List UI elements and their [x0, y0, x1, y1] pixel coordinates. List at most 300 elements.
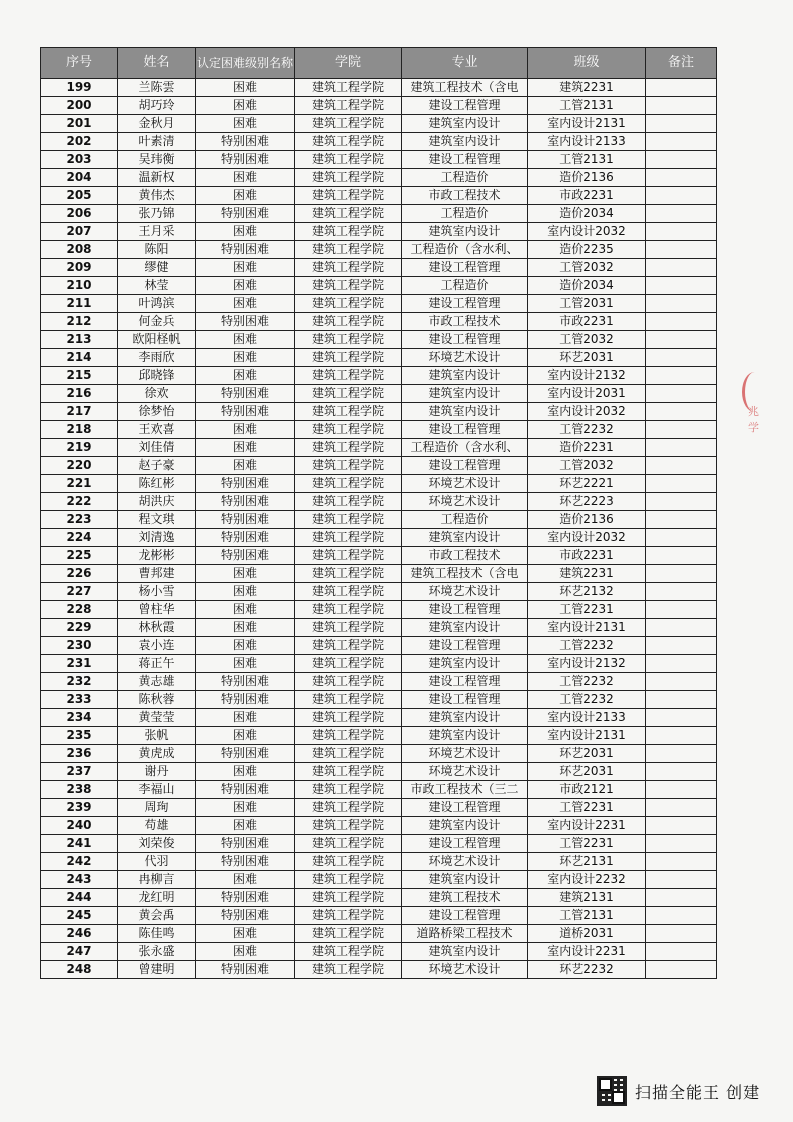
cell-class: 室内设计2131 — [528, 619, 646, 637]
cell-major: 建筑室内设计 — [402, 727, 528, 745]
cell-major: 建筑室内设计 — [402, 817, 528, 835]
table-row — [41, 403, 717, 421]
cell-remark — [646, 835, 717, 853]
cell-name: 徐梦怡 — [118, 403, 196, 421]
cell-college: 建筑工程学院 — [295, 151, 402, 169]
cell-remark — [646, 511, 717, 529]
cell-major: 市政工程技术 — [402, 313, 528, 331]
cell-seq: 241 — [41, 835, 118, 853]
cell-major: 建筑室内设计 — [402, 871, 528, 889]
cell-name: 何金兵 — [118, 313, 196, 331]
cell-remark — [646, 403, 717, 421]
cell-name: 吴玮衡 — [118, 151, 196, 169]
cell-major: 市政工程技术 — [402, 547, 528, 565]
cell-seq: 238 — [41, 781, 118, 799]
cell-major: 建设工程管理 — [402, 835, 528, 853]
table-row — [41, 961, 717, 979]
cell-level: 特别困难 — [196, 151, 295, 169]
cell-college: 建筑工程学院 — [295, 745, 402, 763]
cell-college: 建筑工程学院 — [295, 475, 402, 493]
cell-name: 蒋正午 — [118, 655, 196, 673]
cell-level: 特别困难 — [196, 547, 295, 565]
cell-remark — [646, 529, 717, 547]
cell-college: 建筑工程学院 — [295, 187, 402, 205]
cell-level: 困难 — [196, 259, 295, 277]
cell-name: 胡洪庆 — [118, 493, 196, 511]
cell-major: 建设工程管理 — [402, 295, 528, 313]
cell-class: 室内设计2133 — [528, 133, 646, 151]
cell-seq: 199 — [41, 79, 118, 97]
cell-seq: 242 — [41, 853, 118, 871]
table-row — [41, 205, 717, 223]
header-remark: 备注 — [646, 48, 717, 79]
cell-major: 市政工程技术（三二 — [402, 781, 528, 799]
cell-level: 困难 — [196, 169, 295, 187]
table-row — [41, 259, 717, 277]
cell-level: 特别困难 — [196, 313, 295, 331]
cell-level: 困难 — [196, 439, 295, 457]
cell-major: 建设工程管理 — [402, 331, 528, 349]
cell-remark — [646, 691, 717, 709]
header-seq: 序号 — [41, 48, 118, 79]
cell-seq: 223 — [41, 511, 118, 529]
cell-major: 环境艺术设计 — [402, 853, 528, 871]
cell-major: 建设工程管理 — [402, 151, 528, 169]
cell-class: 造价2231 — [528, 439, 646, 457]
cell-major: 工程造价 — [402, 511, 528, 529]
cell-name: 陈佳鸣 — [118, 925, 196, 943]
table-row — [41, 547, 717, 565]
cell-college: 建筑工程学院 — [295, 835, 402, 853]
cell-name: 周珣 — [118, 799, 196, 817]
cell-name: 黄虎成 — [118, 745, 196, 763]
cell-name: 张帆 — [118, 727, 196, 745]
cell-level: 困难 — [196, 421, 295, 439]
table-row — [41, 727, 717, 745]
cell-remark — [646, 565, 717, 583]
document-sheet — [40, 47, 716, 979]
cell-major: 环境艺术设计 — [402, 763, 528, 781]
cell-college: 建筑工程学院 — [295, 457, 402, 475]
cell-name: 欧阳柽帆 — [118, 331, 196, 349]
cell-seq: 214 — [41, 349, 118, 367]
cell-college: 建筑工程学院 — [295, 331, 402, 349]
cell-seq: 231 — [41, 655, 118, 673]
cell-remark — [646, 421, 717, 439]
cell-class: 室内设计2133 — [528, 709, 646, 727]
cell-seq: 217 — [41, 403, 118, 421]
cell-level: 特别困难 — [196, 529, 295, 547]
table-row — [41, 943, 717, 961]
table-body — [41, 79, 717, 979]
cell-seq: 230 — [41, 637, 118, 655]
header-major: 专业 — [402, 48, 528, 79]
cell-seq: 220 — [41, 457, 118, 475]
cell-class: 室内设计2032 — [528, 403, 646, 421]
cell-level: 困难 — [196, 115, 295, 133]
cell-college: 建筑工程学院 — [295, 277, 402, 295]
header-name: 姓名 — [118, 48, 196, 79]
cell-name: 林莹 — [118, 277, 196, 295]
cell-college: 建筑工程学院 — [295, 871, 402, 889]
cell-remark — [646, 727, 717, 745]
cell-seq: 235 — [41, 727, 118, 745]
cell-remark — [646, 457, 717, 475]
cell-level: 困难 — [196, 277, 295, 295]
cell-name: 徐欢 — [118, 385, 196, 403]
cell-remark — [646, 601, 717, 619]
cell-seq: 224 — [41, 529, 118, 547]
table-row — [41, 421, 717, 439]
cell-class: 工管2232 — [528, 637, 646, 655]
cell-name: 曾建明 — [118, 961, 196, 979]
cell-name: 曾柱华 — [118, 601, 196, 619]
table-row — [41, 745, 717, 763]
cell-seq: 207 — [41, 223, 118, 241]
table-row — [41, 151, 717, 169]
cell-level: 困难 — [196, 97, 295, 115]
cell-class: 室内设计2131 — [528, 115, 646, 133]
cell-remark — [646, 493, 717, 511]
cell-level: 困难 — [196, 601, 295, 619]
cell-level: 特别困难 — [196, 745, 295, 763]
cell-name: 刘荣俊 — [118, 835, 196, 853]
table-row — [41, 871, 717, 889]
cell-level: 特别困难 — [196, 907, 295, 925]
table-row — [41, 889, 717, 907]
cell-college: 建筑工程学院 — [295, 511, 402, 529]
cell-seq: 248 — [41, 961, 118, 979]
cell-college: 建筑工程学院 — [295, 943, 402, 961]
cell-remark — [646, 277, 717, 295]
cell-college: 建筑工程学院 — [295, 133, 402, 151]
cell-class: 环艺2132 — [528, 583, 646, 601]
cell-remark — [646, 907, 717, 925]
cell-class: 工管2131 — [528, 907, 646, 925]
cell-college: 建筑工程学院 — [295, 349, 402, 367]
cell-level: 特别困难 — [196, 853, 295, 871]
cell-level: 特别困难 — [196, 133, 295, 151]
cell-seq: 203 — [41, 151, 118, 169]
cell-name: 张永盛 — [118, 943, 196, 961]
cell-name: 代羽 — [118, 853, 196, 871]
cell-seq: 208 — [41, 241, 118, 259]
cell-remark — [646, 241, 717, 259]
cell-remark — [646, 583, 717, 601]
cell-college: 建筑工程学院 — [295, 961, 402, 979]
cell-level: 困难 — [196, 367, 295, 385]
cell-major: 建筑室内设计 — [402, 619, 528, 637]
cell-name: 曹邦建 — [118, 565, 196, 583]
cell-major: 环境艺术设计 — [402, 349, 528, 367]
cell-major: 工程造价（含水利、 — [402, 241, 528, 259]
cell-level: 困难 — [196, 925, 295, 943]
cell-remark — [646, 295, 717, 313]
cell-class: 室内设计2032 — [528, 529, 646, 547]
cell-seq: 219 — [41, 439, 118, 457]
cell-class: 市政2231 — [528, 313, 646, 331]
cell-name: 龙红明 — [118, 889, 196, 907]
cell-seq: 221 — [41, 475, 118, 493]
cell-level: 困难 — [196, 295, 295, 313]
cell-name: 张乃锦 — [118, 205, 196, 223]
cell-remark — [646, 349, 717, 367]
cell-class: 环艺2031 — [528, 763, 646, 781]
cell-major: 工程造价 — [402, 277, 528, 295]
table-row — [41, 781, 717, 799]
cell-level: 特别困难 — [196, 889, 295, 907]
cell-major: 市政工程技术 — [402, 187, 528, 205]
cell-major: 工程造价 — [402, 205, 528, 223]
cell-major: 环境艺术设计 — [402, 493, 528, 511]
table-row — [41, 817, 717, 835]
table-row — [41, 853, 717, 871]
cell-level: 特别困难 — [196, 511, 295, 529]
cell-college: 建筑工程学院 — [295, 421, 402, 439]
cell-name: 黄莹莹 — [118, 709, 196, 727]
cell-remark — [646, 259, 717, 277]
cell-college: 建筑工程学院 — [295, 763, 402, 781]
cell-college: 建筑工程学院 — [295, 673, 402, 691]
cell-level: 困难 — [196, 727, 295, 745]
table-row — [41, 763, 717, 781]
cell-major: 建设工程管理 — [402, 601, 528, 619]
cell-class: 工管2032 — [528, 331, 646, 349]
cell-remark — [646, 637, 717, 655]
table-row — [41, 277, 717, 295]
cell-class: 工管2032 — [528, 259, 646, 277]
cell-name: 邱晓锋 — [118, 367, 196, 385]
table-row — [41, 907, 717, 925]
table-row — [41, 637, 717, 655]
cell-remark — [646, 871, 717, 889]
cell-college: 建筑工程学院 — [295, 565, 402, 583]
cell-major: 环境艺术设计 — [402, 745, 528, 763]
cell-level: 困难 — [196, 799, 295, 817]
cell-name: 王月采 — [118, 223, 196, 241]
cell-name: 杨小雪 — [118, 583, 196, 601]
cell-class: 造价2136 — [528, 169, 646, 187]
scanner-watermark — [597, 1074, 760, 1108]
cell-major: 建筑室内设计 — [402, 403, 528, 421]
cell-name: 金秋月 — [118, 115, 196, 133]
cell-remark — [646, 547, 717, 565]
cell-major: 建设工程管理 — [402, 259, 528, 277]
cell-college: 建筑工程学院 — [295, 655, 402, 673]
table-row — [41, 115, 717, 133]
table-row — [41, 295, 717, 313]
cell-college: 建筑工程学院 — [295, 925, 402, 943]
table-row — [41, 241, 717, 259]
cell-name: 王欢喜 — [118, 421, 196, 439]
cell-class: 市政2121 — [528, 781, 646, 799]
cell-major: 建筑室内设计 — [402, 655, 528, 673]
cell-remark — [646, 133, 717, 151]
cell-level: 特别困难 — [196, 205, 295, 223]
cell-seq: 205 — [41, 187, 118, 205]
cell-major: 工程造价（含水利、 — [402, 439, 528, 457]
cell-college: 建筑工程学院 — [295, 223, 402, 241]
table-row — [41, 709, 717, 727]
cell-class: 工管2231 — [528, 799, 646, 817]
cell-class: 环艺2131 — [528, 853, 646, 871]
cell-name: 陈红彬 — [118, 475, 196, 493]
cell-class: 市政2231 — [528, 547, 646, 565]
cell-remark — [646, 655, 717, 673]
cell-seq: 240 — [41, 817, 118, 835]
cell-level: 困难 — [196, 349, 295, 367]
cell-level: 特别困难 — [196, 673, 295, 691]
cell-seq: 229 — [41, 619, 118, 637]
cell-college: 建筑工程学院 — [295, 799, 402, 817]
cell-major: 建筑室内设计 — [402, 223, 528, 241]
qr-code-icon — [597, 1076, 627, 1106]
cell-remark — [646, 385, 717, 403]
cell-class: 工管2231 — [528, 601, 646, 619]
cell-class: 道桥2031 — [528, 925, 646, 943]
cell-seq: 204 — [41, 169, 118, 187]
cell-level: 困难 — [196, 871, 295, 889]
cell-class: 工管2031 — [528, 295, 646, 313]
cell-name: 缪健 — [118, 259, 196, 277]
cell-name: 林秋霞 — [118, 619, 196, 637]
cell-remark — [646, 781, 717, 799]
cell-name: 李雨欣 — [118, 349, 196, 367]
watermark-text: 扫描全能王 创建 — [635, 1082, 761, 1102]
cell-college: 建筑工程学院 — [295, 241, 402, 259]
cell-major: 道路桥梁工程技术 — [402, 925, 528, 943]
cell-seq: 245 — [41, 907, 118, 925]
cell-name: 黄会禹 — [118, 907, 196, 925]
cell-seq: 201 — [41, 115, 118, 133]
table-row — [41, 169, 717, 187]
table-header — [41, 48, 717, 79]
cell-major: 建设工程管理 — [402, 907, 528, 925]
cell-seq: 228 — [41, 601, 118, 619]
cell-seq: 239 — [41, 799, 118, 817]
cell-class: 室内设计2131 — [528, 727, 646, 745]
cell-remark — [646, 961, 717, 979]
cell-name: 刘清逸 — [118, 529, 196, 547]
cell-major: 工程造价 — [402, 169, 528, 187]
cell-level: 特别困难 — [196, 475, 295, 493]
cell-remark — [646, 943, 717, 961]
cell-name: 谢丹 — [118, 763, 196, 781]
cell-remark — [646, 763, 717, 781]
cell-remark — [646, 925, 717, 943]
header-level: 认定困难级别名称 — [196, 48, 295, 79]
cell-remark — [646, 223, 717, 241]
student-table — [40, 47, 717, 979]
cell-college: 建筑工程学院 — [295, 115, 402, 133]
cell-seq: 213 — [41, 331, 118, 349]
table-row — [41, 673, 717, 691]
cell-level: 特别困难 — [196, 493, 295, 511]
cell-college: 建筑工程学院 — [295, 547, 402, 565]
cell-seq: 233 — [41, 691, 118, 709]
cell-major: 建筑工程技术（含电 — [402, 565, 528, 583]
cell-college: 建筑工程学院 — [295, 403, 402, 421]
cell-major: 建设工程管理 — [402, 637, 528, 655]
cell-seq: 243 — [41, 871, 118, 889]
cell-remark — [646, 115, 717, 133]
cell-name: 温新权 — [118, 169, 196, 187]
cell-major: 建筑室内设计 — [402, 115, 528, 133]
cell-class: 工管2131 — [528, 97, 646, 115]
cell-class: 环艺2232 — [528, 961, 646, 979]
cell-class: 工管2032 — [528, 457, 646, 475]
table-row — [41, 565, 717, 583]
cell-seq: 202 — [41, 133, 118, 151]
cell-college: 建筑工程学院 — [295, 97, 402, 115]
cell-college: 建筑工程学院 — [295, 691, 402, 709]
table-row — [41, 619, 717, 637]
cell-major: 环境艺术设计 — [402, 475, 528, 493]
table-row — [41, 529, 717, 547]
table-row — [41, 331, 717, 349]
cell-seq: 232 — [41, 673, 118, 691]
table-row — [41, 349, 717, 367]
cell-name: 兰陈雲 — [118, 79, 196, 97]
cell-class: 建筑2131 — [528, 889, 646, 907]
cell-major: 建筑室内设计 — [402, 133, 528, 151]
cell-college: 建筑工程学院 — [295, 205, 402, 223]
cell-level: 特别困难 — [196, 241, 295, 259]
table-row — [41, 133, 717, 151]
red-seal-stamp — [742, 372, 770, 462]
table-row — [41, 439, 717, 457]
cell-college: 建筑工程学院 — [295, 907, 402, 925]
cell-class: 工管2232 — [528, 421, 646, 439]
cell-level: 困难 — [196, 583, 295, 601]
cell-class: 造价2034 — [528, 277, 646, 295]
cell-level: 特别困难 — [196, 781, 295, 799]
cell-name: 胡巧玲 — [118, 97, 196, 115]
cell-level: 困难 — [196, 709, 295, 727]
cell-class: 环艺2221 — [528, 475, 646, 493]
cell-major: 建筑室内设计 — [402, 709, 528, 727]
cell-level: 困难 — [196, 943, 295, 961]
cell-level: 特别困难 — [196, 961, 295, 979]
cell-level: 困难 — [196, 763, 295, 781]
cell-college: 建筑工程学院 — [295, 313, 402, 331]
cell-class: 室内设计2031 — [528, 385, 646, 403]
cell-major: 建设工程管理 — [402, 691, 528, 709]
table-row — [41, 79, 717, 97]
cell-college: 建筑工程学院 — [295, 259, 402, 277]
cell-college: 建筑工程学院 — [295, 385, 402, 403]
cell-level: 特别困难 — [196, 403, 295, 421]
cell-class: 环艺2031 — [528, 349, 646, 367]
table-row — [41, 493, 717, 511]
cell-major: 建筑室内设计 — [402, 367, 528, 385]
cell-remark — [646, 853, 717, 871]
table-row — [41, 367, 717, 385]
cell-name: 李福山 — [118, 781, 196, 799]
table-row — [41, 223, 717, 241]
cell-name: 黄志雄 — [118, 673, 196, 691]
cell-name: 龙彬彬 — [118, 547, 196, 565]
cell-major: 建设工程管理 — [402, 421, 528, 439]
cell-college: 建筑工程学院 — [295, 583, 402, 601]
cell-college: 建筑工程学院 — [295, 889, 402, 907]
table-row — [41, 925, 717, 943]
cell-class: 造价2136 — [528, 511, 646, 529]
table-row — [41, 835, 717, 853]
cell-major: 建筑室内设计 — [402, 943, 528, 961]
cell-class: 建筑2231 — [528, 565, 646, 583]
cell-seq: 218 — [41, 421, 118, 439]
